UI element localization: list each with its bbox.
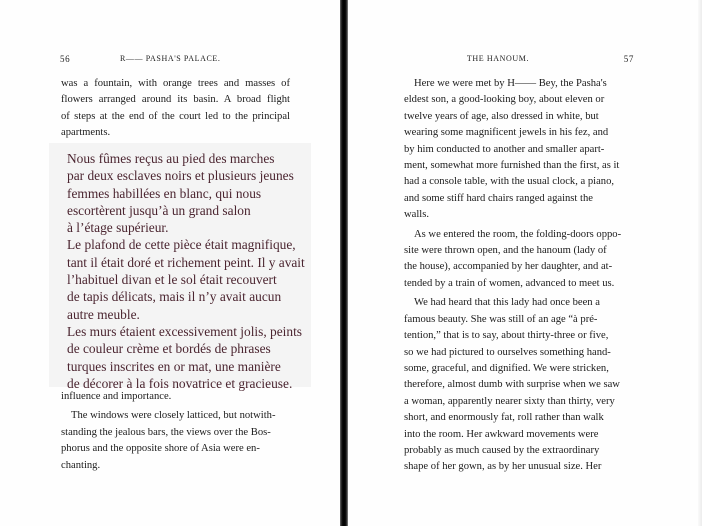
overlay-line: de décorer à la fois novatrice et gracieuse. bbox=[67, 375, 293, 391]
left-running-head bbox=[60, 54, 290, 68]
overlay-line: autre meuble. bbox=[67, 306, 140, 322]
overlay-line: tant il était doré et richement peint. Il y avait bbox=[67, 254, 305, 270]
overlay-line: Nous fûmes reçus au pied des marches bbox=[67, 151, 275, 166]
paragraph bbox=[61, 389, 290, 405]
translation-overlay bbox=[49, 143, 311, 391]
left-bottom-text bbox=[61, 389, 290, 474]
right-running-head bbox=[408, 54, 634, 68]
paragraph bbox=[404, 227, 634, 293]
paragraph bbox=[404, 295, 634, 475]
text-line: We had heard that this lady had once been a bbox=[414, 297, 600, 309]
paragraph bbox=[404, 76, 634, 224]
text-line: was a fountain, with orange trees and masses of bbox=[61, 78, 290, 89]
text-line: tention,” that is to say, about thirty-three or five, bbox=[404, 330, 609, 342]
text-line: the house), accompanied by her daughter, and at- bbox=[404, 261, 613, 273]
text-line: wearing some magnificent jewels in his fez, and bbox=[404, 127, 609, 139]
text-line: site were thrown open, and the hanoum (lady of bbox=[404, 245, 607, 257]
text-line: apartments. bbox=[61, 127, 111, 139]
overlay-line: de tapis délicats, mais il n’y avait aucun bbox=[67, 289, 282, 305]
text-line: influence and importance. bbox=[61, 391, 172, 402]
right-page-number: 57 bbox=[623, 54, 634, 64]
left-top-paragraph bbox=[61, 76, 290, 142]
text-line: so we had pictured to ourselves something hand- bbox=[404, 346, 611, 358]
text-line: and some stiff hard chairs ranged against the bbox=[404, 192, 593, 204]
text-line: famous beauty. She was still of an age “à pré- bbox=[404, 313, 598, 325]
text-line: flowers arranged around its basin. A broad flight bbox=[61, 94, 290, 106]
overlay-line: femmes habillées en blanc, qui nous bbox=[67, 185, 262, 201]
book-spine bbox=[340, 0, 348, 526]
text-line: The windows were closely latticed, but notwith- bbox=[71, 410, 276, 422]
left-running-title: R—— PASHA'S PALACE. bbox=[120, 54, 221, 63]
overlay-line: Le plafond de cette pièce était magnifique, bbox=[67, 237, 296, 253]
right-body-text bbox=[404, 76, 634, 476]
text-line: by him conducted to another and smaller apart- bbox=[404, 143, 605, 155]
text-line: short, and enormously fat, roll rather than walk bbox=[404, 412, 604, 424]
text-line: had a console table, with the usual clock, a piano, bbox=[404, 176, 615, 188]
text-line: phorus and the opposite shore of Asia were en- bbox=[61, 443, 260, 455]
text-line: standing the jealous bars, the views over the Bos- bbox=[61, 426, 271, 438]
text-line: ment, somewhat more furnished than the first, as it bbox=[404, 160, 620, 172]
overlay-line: turques inscrites en or mat, une manière bbox=[67, 358, 281, 374]
text-line: shape of her gown, as by her unusual size. Her bbox=[404, 461, 602, 473]
overlay-line: l’habituel divan et le sol était recouvert bbox=[67, 272, 277, 288]
text-line: eldest son, a good-looking boy, about eleven or bbox=[404, 94, 605, 106]
paragraph bbox=[61, 408, 290, 474]
text-line: chanting. bbox=[61, 459, 101, 471]
right-running-title: THE HANOUM. bbox=[466, 54, 530, 63]
overlay-line: à l’étage supérieur. bbox=[67, 220, 169, 236]
left-page-number: 56 bbox=[60, 54, 71, 64]
text-line: a woman, apparently nearer sixty than thirty, very bbox=[404, 395, 615, 407]
text-line: some, graceful, and dignified. We were stricken, bbox=[404, 362, 609, 374]
overlay-line: Les murs étaient excessivement jolis, peints bbox=[67, 323, 303, 339]
overlay-line: de couleur crème et bordés de phrases bbox=[67, 341, 271, 357]
text-line: of steps at the end of the court led to the principal bbox=[61, 110, 290, 122]
overlay-line: escortèrent jusqu’à un grand salon bbox=[67, 202, 251, 218]
page-edge bbox=[698, 0, 702, 526]
text-line: probably as much caused by the extraordinary bbox=[404, 444, 600, 456]
text-line: therefore, almost dumb with surprise when we saw bbox=[404, 379, 620, 391]
text-line: tended by a train of women, advanced to meet us. bbox=[404, 277, 615, 289]
overlay-line: par deux esclaves noirs et plusieurs jeunes bbox=[67, 168, 294, 184]
text-line: Here we were met by H—— Bey, the Pasha's bbox=[414, 78, 607, 89]
text-line: into the room. Her awkward movements were bbox=[404, 428, 599, 440]
text-line: walls. bbox=[404, 209, 430, 221]
text-line: twelve years of age, also dressed in white, but bbox=[404, 110, 599, 122]
text-line: As we entered the room, the folding-doors oppo- bbox=[414, 228, 622, 240]
